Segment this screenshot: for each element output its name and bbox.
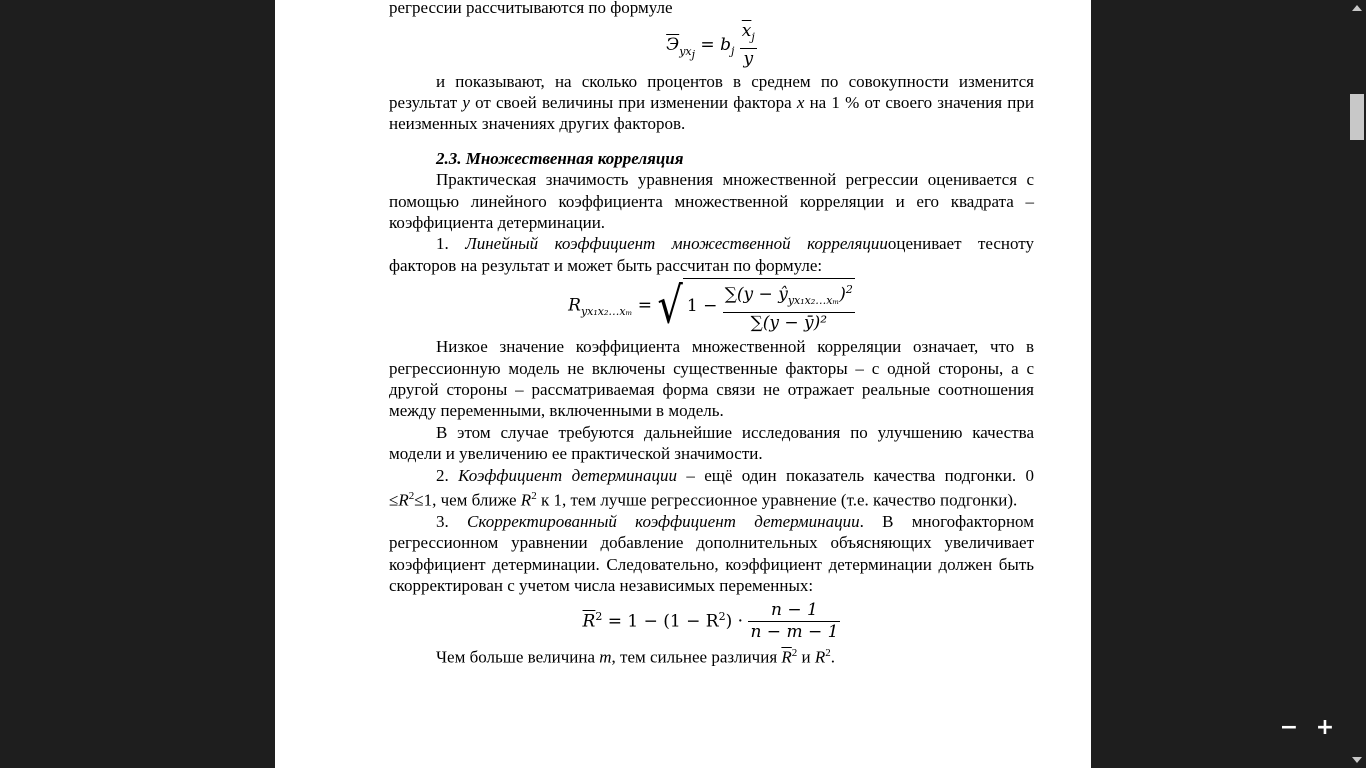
paragraph-intro: Практическая значимость уравнения множественной регрессии оценивается с помощью линейного коэффициента множественной корреляции и его квадрата – коэффициента детерминации. — [389, 170, 1034, 233]
formula-elasticity: $Э_{yx_j} = b_j$ $\frac{\overline{x}_j}{y}$ — [666, 21, 755, 70]
scroll-up-icon[interactable] — [1352, 5, 1362, 11]
paragraph-item-2: 2. Коэффициент детерминации – ещё один показатель качества подгонки. $0 \le R^2\le 1$, чем ближе $R^2$ к 1, тем лучше регрессионное уравнение (т.е. качество подгонки). — [389, 465, 1034, 510]
paragraph-item-1: 1. Линейный коэффициент множественной корреляцииоценивает тесноту факторов на результат и может быть рассчитан по формуле: — [389, 234, 1035, 275]
page-text — [389, 0, 1034, 669]
paragraph-conclusion: Чем больше величина m, тем сильнее различия $\overline{R}^2$ и $R^2$. — [436, 647, 836, 668]
paragraph-low-value: Низкое значение коэффициента множественной корреляции означает, что в регрессионную модель не включены существенные факторы – с одной стороны, а с другой стороны – рассматриваемая форма связи не отражает реальные соотношения между переменными, включенными в модель. — [389, 337, 1034, 421]
paragraph-elasticity: и показывают, на сколько процентов в среднем по совокупности изменится результат y от своей величины при изменении фактора x на 1 % от своего значения при неизменных значениях других факторов. — [389, 71, 1034, 134]
vertical-scrollbar[interactable] — [1348, 0, 1366, 768]
section-heading: 2.3. Множественная корреляция — [436, 148, 684, 168]
document-page — [275, 0, 1091, 768]
zoom-out-button[interactable]: − — [1279, 715, 1299, 740]
paragraph-further-research: В этом случае требуются дальнейшие исследования по улучшению качества модели и увеличению ее практической значимости. — [389, 422, 1034, 464]
scroll-down-icon[interactable] — [1352, 757, 1362, 763]
scrollbar-thumb[interactable] — [1350, 94, 1364, 140]
formula-multiple-correlation: $R_{yx_1x_2\dots x_m}$ = √ 1 − $\frac{\sum(y - ŷ_{yx_1x_2\dots x_m})^2}{\text{∑(y − ȳ)²}}$ — [568, 277, 853, 335]
text-line: регрессии рассчитываются по формуле — [389, 0, 673, 17]
formula-adjusted-r2: $\overline{R}^2 = 1 - (1 - R^2)$ · $\frac{n - 1}{n - m - 1}$ — [582, 599, 839, 643]
zoom-in-button[interactable]: + — [1315, 715, 1335, 740]
paragraph-item-3: 3. Скорректированный коэффициент детерминации. В многофакторном регрессионном уравнении добавление дополнительных объясняющих увеличивает коэффициент детерминации. Следовательно, коэффициент детерминации должен быть скорректирован с учетом числа независимых переменных: — [389, 512, 1034, 596]
